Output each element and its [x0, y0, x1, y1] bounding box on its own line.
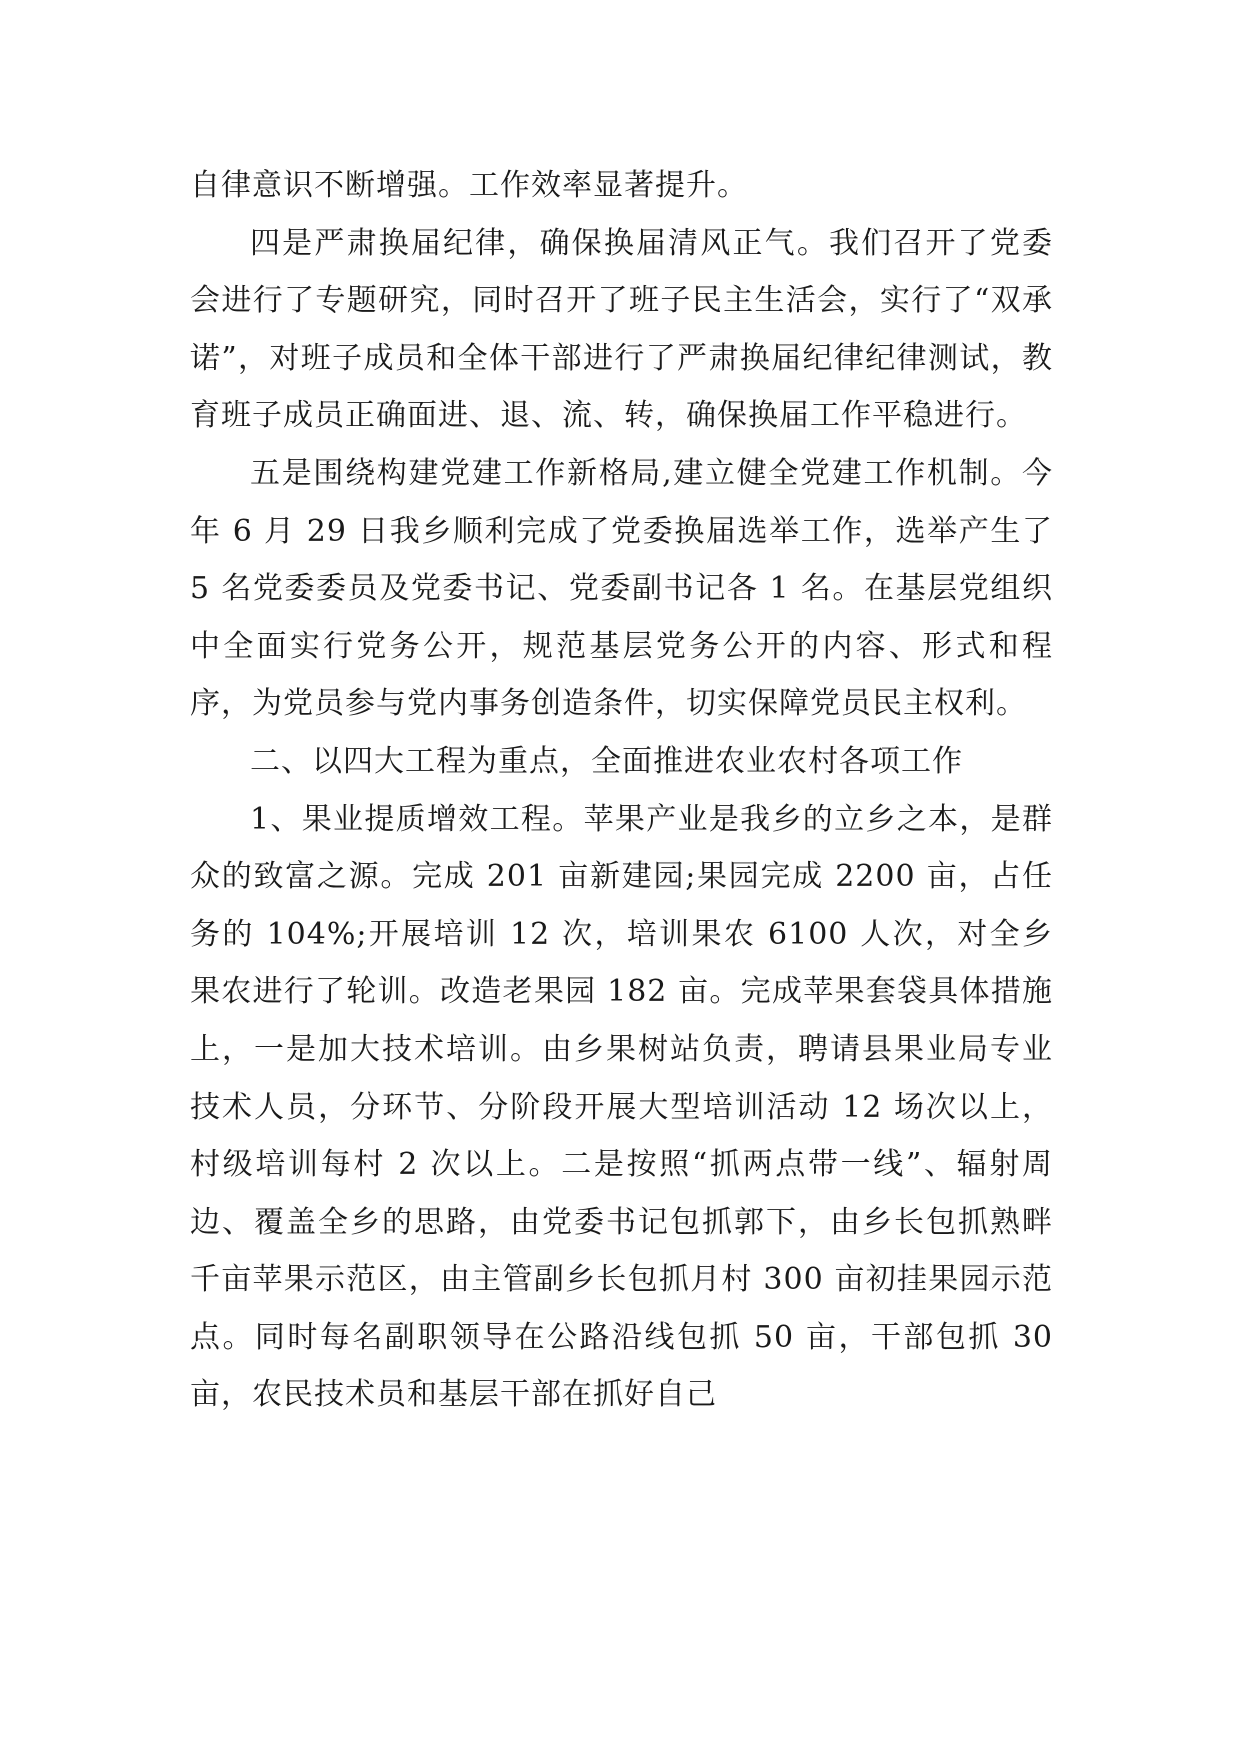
- paragraph-fruit-industry: 1、果业提质增效工程。苹果产业是我乡的立乡之本，是群众的致富之源。完成 201 亩新建园;果园完成 2200 亩，占任务的 104%;开展培训 12 次，培训果农 6100 人次，对全乡果农进行了轮训。改造老果园 182 亩。完成苹果套袋具体措施上，一是加大技术培训。由乡果树站负责，聘请县果业局专业技术人员，分环节、分阶段开展大型培训活动 12 场次以上，村级培训每村 2 次以上。二是按照“抓两点带一线”、辐射周边、覆盖全乡的思路，由党委书记包抓郭下，由乡长包抓熟畔千亩苹果示范区，由主管副乡长包抓月村 300 亩初挂果园示范点。同时每名副职领导在公路沿线包抓 50 亩，干部包抓 30 亩，农民技术员和基层干部在抓好自己: [190, 801, 1053, 1413]
- section-heading-four-projects: 二、以四大工程为重点，全面推进农业农村各项工作: [250, 743, 963, 779]
- paragraph-continuation: 自律意识不断增强。工作效率显著提升。: [190, 168, 748, 203]
- paragraph-party-building: 五是围绕构建党建工作新格局,建立健全党建工作机制。今年 6 月 29 日我乡顺利完成了党委换届选举工作，选举产生了 5 名党委委员及党委书记、党委副书记各 1 名。在基层党组织中全面实行党务公开，规范基层党务公开的内容、形式和程序，为党员参与党内事务创造条件，切实保障党员民主权利。: [190, 455, 1053, 722]
- document-body: [190, 157, 1053, 1424]
- paragraph-discipline: 四是严肃换届纪律，确保换届清风正气。我们召开了党委会进行了专题研究，同时召开了班子民主生活会，实行了“双承诺”，对班子成员和全体干部进行了严肃换届纪律纪律测试，教育班子成员正确面进、退、流、转，确保换届工作平稳进行。: [190, 225, 1053, 434]
